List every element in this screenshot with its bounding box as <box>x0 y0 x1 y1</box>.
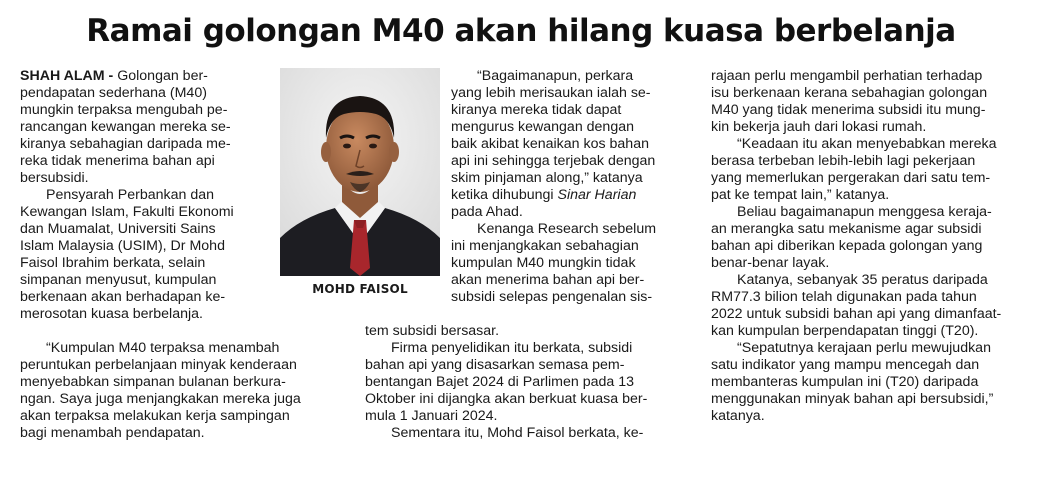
paragraph-7: Sementara itu, Mohd Faisol berkata, ke- <box>391 425 644 441</box>
portrait-photo <box>280 68 440 276</box>
paragraph-9: “Keadaan itu akan menyebabkan mereka berasa terbeban lebih-lebih lagi pekerjaan yang memerlukan pergerakan dari satu tem- pat ke tempat lain,” katanya. <box>711 136 997 203</box>
paragraph-10: Beliau bagaimanapun menggesa keraja- an merangka satu mekanisme agar subsidi bahan api diberikan kepada golongan yang benar-benar layak. <box>711 204 992 271</box>
article-column-2 <box>451 68 687 306</box>
paragraph-5: Kenanga Research sebelum ini menjangkakan sebahagian kumpulan M40 mungkin tidak akan menerima bahan api ber- subsidi selepas pengenalan sis- <box>451 221 657 305</box>
photo-caption: MOHD FAISOL <box>312 282 408 296</box>
article-headline: Ramai golongan M40 akan hilang kuasa berbelanja <box>86 13 956 49</box>
paragraph-3: “Kumpulan M40 terpaksa menambah peruntukan perbelanjaan minyak kenderaan menyebabkan simpanan bulanan berkura- ngan. Saya juga menjangkakan mereka juga akan terpaksa melakukan kerja sampingan bagi menambah pendapatan. <box>20 340 301 441</box>
paragraph-1: SHAH ALAM - Golongan ber- pendapatan sederhana (M40) mungkin terpaksa mengubah pe- rancangan kewangan mereka se- kiranya sebahagian daripada me- reka tidak menerima bahan api bersubsidi. <box>20 68 231 186</box>
article-column-3 <box>711 68 1031 425</box>
article-column-1 <box>20 68 270 323</box>
portrait-image <box>280 68 440 276</box>
publication-name: Sinar Harian <box>557 187 637 203</box>
article-column-2-lower <box>365 323 687 442</box>
paragraph-11: Katanya, sebanyak 35 peratus daripada RM77.3 bilion telah digunakan pada tahun 2022 untuk subsidi bahan api yang dimanfaat- kan kumpulan berpendapatan tinggi (T20). <box>711 272 1002 339</box>
dateline: SHAH ALAM - <box>20 68 114 84</box>
paragraph-12: “Sepatutnya kerajaan perlu mewujudkan satu indikator yang mampu mencegah dan membanteras kumpulan ini (T20) daripada menggunakan minyak bahan api bersubsidi,” katanya. <box>711 340 994 424</box>
paragraph-2: Pensyarah Perbankan dan Kewangan Islam, Fakulti Ekonomi dan Muamalat, Universiti Sains Islam Malaysia (USIM), Dr Mohd Faisol Ibrahim berkata, selain simpanan menyusut, kumpulan berkenaan akan berhadapan ke- merosotan kuasa berbelanja. <box>20 187 234 322</box>
paragraph-4: “Bagaimanapun, perkara yang lebih merisaukan ialah se- kiranya mereka tidak dapat mengurus kewangan dengan baik akibat kenaikan kos bahan api ini sehingga terjebak dengan skim pinjaman along,” katanya ketika dihubungi Sinar Harian pada Ahad. <box>451 68 656 220</box>
article-column-1-lower <box>20 340 301 442</box>
paragraph-5-end: tem subsidi bersasar. <box>365 323 500 339</box>
paragraph-6: Firma penyelidikan itu berkata, subsidi bahan api yang disasarkan semasa pem- bentangan Bajet 2024 di Parlimen pada 13 Oktober ini dijangka akan berkuat kuasa ber- mula 1 Januari 2024. <box>365 340 648 424</box>
paragraph-8: rajaan perlu mengambil perhatian terhadap isu berkenaan kerana sebahagian golongan M40 yang tidak menerima subsidi itu mung- kin bekerja jauh dari lokasi rumah. <box>711 68 988 135</box>
